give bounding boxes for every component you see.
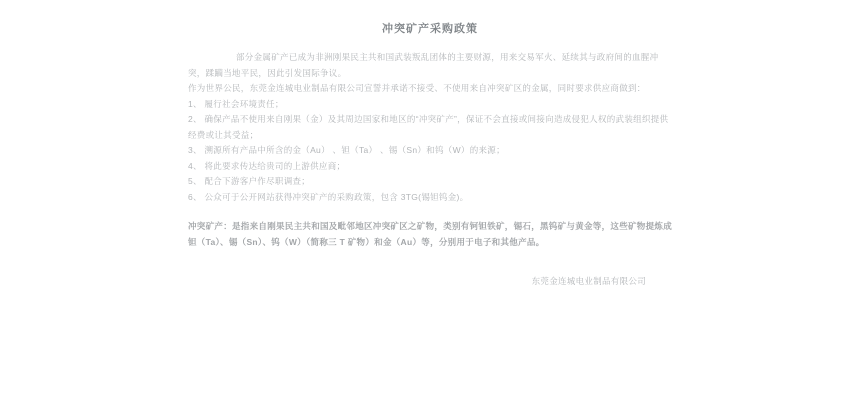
- document-title: 冲突矿产采购政策: [382, 23, 478, 35]
- intro-paragraph: 部分金属矿产已成为非洲刚果民主共和国武装叛乱团体的主要财源，用来交易军火、延续其与政府间的血腥冲突，蹂躏当地平民，因此引发国际争议。: [188, 52, 659, 78]
- commitment-paragraph: 作为世界公民，东莞金连城电业制品有限公司宣誓并承诺不接受、不使用来自冲突矿区的金属，同时要求供应商做到：: [188, 83, 646, 93]
- policy-item-4: 4、 将此要求传达给贵司的上游供应商；: [188, 160, 346, 171]
- policy-item-6: 6、 公众可于公开网站获得冲突矿产的采购政策，包含 3TG(锡钽钨金)。: [188, 191, 469, 202]
- document-body: [188, 20, 672, 290]
- policy-item-1: 1、 履行社会环境责任；: [188, 98, 284, 109]
- policy-item-2: 2、 确保产品不使用来自刚果（金）及其周边国家和地区的“冲突矿产”，保证不会直接或间接向造成侵犯人权的武装组织提供经费或让其受益；: [188, 114, 669, 140]
- company-signature: 东莞金连城电业制品有限公司: [531, 276, 646, 286]
- policy-item-3: 3、 溯源所有产品中所含的金（Au） 、钽（Ta） 、锡（Sn）和钨（W）的来源；: [188, 145, 505, 155]
- policy-item-5: 5、 配合下游客户作尽职调查；: [188, 176, 311, 186]
- conflict-minerals-definition: 冲突矿产：是指来自刚果民主共和国及毗邻地区冲突矿区之矿物，类别有钶钽铁矿，锡石，黑钨矿与黄金等，这些矿物提炼成钽（Ta）、锡（Sn）、钨（W）（简称三 T 矿物）和金（Au）等，分别用于电子和其他产品。: [188, 221, 673, 247]
